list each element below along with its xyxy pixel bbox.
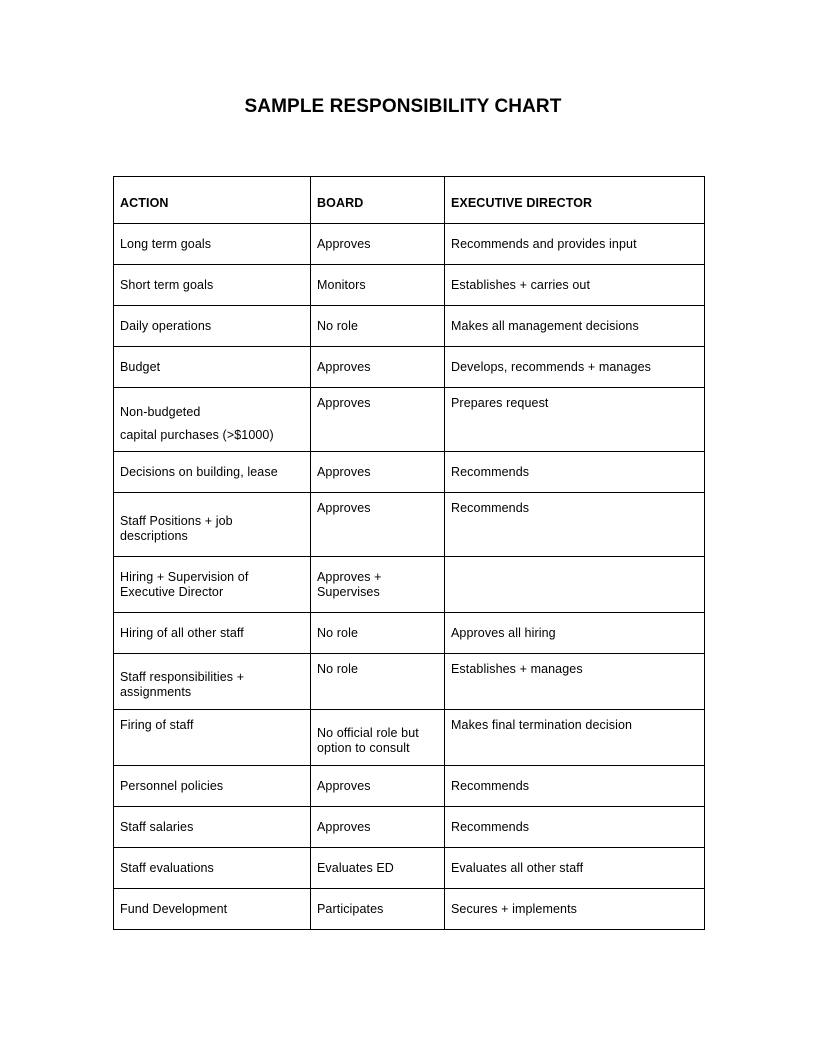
ed-cell: Establishes + manages: [445, 654, 705, 710]
ed-cell: Secures + implements: [445, 889, 705, 930]
board-cell: Approves: [311, 388, 445, 452]
ed-cell: Makes all management decisions: [445, 306, 705, 347]
ed-cell: [445, 557, 705, 613]
table-row: [114, 766, 705, 807]
ed-cell: Recommends and provides input: [445, 224, 705, 265]
board-cell: Approves: [311, 347, 445, 388]
board-cell: Approves: [311, 224, 445, 265]
action-line: capital purchases (>$1000): [120, 428, 274, 442]
board-cell: Approves: [311, 807, 445, 848]
table-row: [114, 452, 705, 493]
action-cell: Long term goals: [114, 224, 311, 265]
board-cell: Approves + Supervises: [311, 557, 445, 613]
header-board: BOARD: [311, 177, 445, 224]
ed-cell: Develops, recommends + manages: [445, 347, 705, 388]
table-row: [114, 347, 705, 388]
action-cell: Decisions on building, lease: [114, 452, 311, 493]
action-cell: Staff Positions + job descriptions: [114, 493, 311, 557]
action-cell: Staff evaluations: [114, 848, 311, 889]
board-cell: Approves: [311, 766, 445, 807]
ed-cell: Establishes + carries out: [445, 265, 705, 306]
ed-cell: Evaluates all other staff: [445, 848, 705, 889]
ed-cell: Recommends: [445, 766, 705, 807]
action-cell: Staff responsibilities + assignments: [114, 654, 311, 710]
board-cell: Monitors: [311, 265, 445, 306]
ed-cell: Recommends: [445, 452, 705, 493]
table-row: [114, 224, 705, 265]
action-line: Non-budgeted: [120, 405, 201, 419]
table-row: [114, 557, 705, 613]
header-executive-director: EXECUTIVE DIRECTOR: [445, 177, 705, 224]
board-cell: Evaluates ED: [311, 848, 445, 889]
action-cell: Daily operations: [114, 306, 311, 347]
action-cell: Budget: [114, 347, 311, 388]
table-row: [114, 388, 705, 452]
board-cell: No role: [311, 306, 445, 347]
action-cell: Hiring + Supervision of Executive Director: [114, 557, 311, 613]
table-header-row: [114, 177, 705, 224]
table-row: [114, 848, 705, 889]
responsibility-table: [113, 176, 705, 930]
ed-cell: Prepares request: [445, 388, 705, 452]
board-cell: Approves: [311, 493, 445, 557]
ed-cell: Recommends: [445, 807, 705, 848]
board-cell: Participates: [311, 889, 445, 930]
header-action: ACTION: [114, 177, 311, 224]
action-cell: Firing of staff: [114, 710, 311, 766]
action-cell: Fund Development: [114, 889, 311, 930]
table-row: [114, 889, 705, 930]
action-cell: Short term goals: [114, 265, 311, 306]
table-row: [114, 613, 705, 654]
table-row: [114, 493, 705, 557]
table-row: [114, 710, 705, 766]
action-cell: [114, 388, 311, 452]
table-row: [114, 306, 705, 347]
table-row: [114, 807, 705, 848]
action-cell: Hiring of all other staff: [114, 613, 311, 654]
board-cell: No official role but option to consult: [311, 710, 445, 766]
board-cell: No role: [311, 613, 445, 654]
table-row: [114, 265, 705, 306]
board-cell: No role: [311, 654, 445, 710]
ed-cell: Approves all hiring: [445, 613, 705, 654]
table-row: [114, 654, 705, 710]
action-cell: Personnel policies: [114, 766, 311, 807]
ed-cell: Makes final termination decision: [445, 710, 705, 766]
board-cell: Approves: [311, 452, 445, 493]
ed-cell: Recommends: [445, 493, 705, 557]
action-cell: Staff salaries: [114, 807, 311, 848]
page-title: SAMPLE RESPONSIBILITY CHART: [244, 96, 562, 117]
